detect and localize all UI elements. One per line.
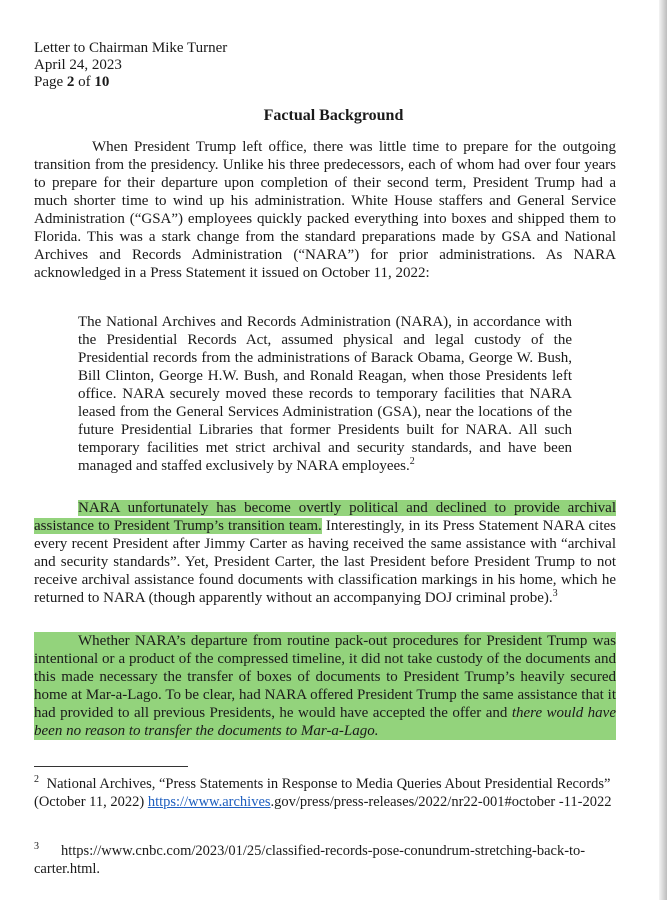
header-recipient: Letter to Chairman Mike Turner [34, 40, 228, 56]
page-prefix: Page [34, 74, 67, 90]
paragraph-highlighted-conclusion [34, 632, 616, 740]
paragraph-text: Whether NARA’s departure from routine pack-out procedures for President Trump was intentional or a product of the compressed timeline, it did not take custody of the documents and this made necessary the transfer of boxes of documents to President Trump’s heavily secured home at Mar-a-Lago. To be clear, had NARA offered President Trump the same assistance that it had provided to all previous Presidents, he would have accepted the offer and [34, 633, 616, 721]
footnote-divider [34, 766, 188, 767]
footnote-number: 3 [34, 841, 39, 853]
footnote-ref-3[interactable]: 3 [552, 588, 558, 599]
page-current: 2 [66, 74, 75, 90]
footnote-2 [34, 775, 616, 811]
footnote-url[interactable]: https://www.cnbc.com/2023/01/25/classified-records-pose-conundrum-stretching-back-to-carter.html. [34, 843, 586, 877]
page-edge-shadow [659, 0, 667, 900]
paragraph-intro: When President Trump left office, there was little time to prepare for the outgoing transition from the presidency. Unlike his three predecessors, each of whom had over four years to prepare for their departure upon completion of their second term, President Trump had a much shorter time to wind up his administration. White House staffers and General Service Administration (“GSA”) employees quickly packed everything into boxes and shipped them to Florida. This was a stark change from the standard preparations made by GSA and National Archives and Records Administration (“NARA”) for prior administrations. As NARA acknowledged in a Press Statement it issued on October 11, 2022: [34, 139, 616, 281]
letter-header [34, 40, 227, 91]
paragraph-text: Interestingly, in its Press Statement NARA cites every recent President after Jimmy Carter as having received the same assistance with “archival and security standards”. Yet, President Carter, the last President before President Trump to not receive archival assistance found documents with classification markings in his home, which he returned to NARA (though apparently without an accompanying DOJ criminal probe). [34, 518, 616, 606]
header-page-number [34, 74, 227, 91]
quote-text: The National Archives and Records Administration (NARA), in accordance with the Presidential Records Act, assumed physical and legal custody of the Presidential records from the administrations of Barack Obama, George W. Bush, Bill Clinton, George H.W. Bush, and Ronald Reagan, when those Presidents left office. NARA securely moved these records to temporary facilities that NARA leased from the General Services Administration (GSA), near the locations of the future Presidential Libraries that former Presidents built for NARA. All such temporary facilities met strict archival and security standards, and have been managed and staffed exclusively by NARA employees. [78, 314, 572, 474]
footnote-3 [34, 842, 616, 878]
page-total: 10 [94, 74, 110, 90]
header-date: April 24, 2023 [34, 57, 122, 73]
paragraph-nara-political [34, 499, 616, 607]
footnote-ref-2[interactable]: 2 [409, 456, 415, 467]
block-quote [78, 313, 572, 475]
footnote-text: National Archives, “Press Statements in Response to Media Queries About Presidential Records” (October 11, 2022) [34, 776, 611, 810]
footnote-number: 2 [34, 774, 39, 786]
italic-conclusion: there would have been no reason to transfer the documents to Mar-a-Lago. [34, 705, 616, 739]
highlighted-text: NARA unfortunately has become overtly political and declined to provide archival assistance to President Trump’s transition team. [34, 500, 616, 534]
footnote-link[interactable]: https://www.archives [147, 794, 271, 810]
section-heading: Factual Background [263, 107, 404, 124]
page-of: of [74, 74, 95, 90]
footnote-url-tail: .gov/press/press-releases/2022/nr22-001#october -11-2022 [270, 794, 612, 810]
